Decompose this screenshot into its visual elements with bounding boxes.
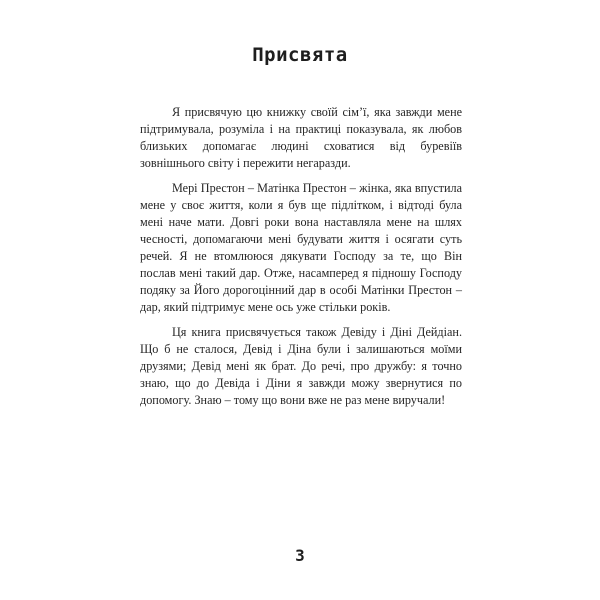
page-title: Присвята [252, 44, 348, 66]
dedication-text [140, 104, 462, 417]
page-number: 3 [295, 546, 305, 565]
paragraph-david-dina: Ця книга присвячується також Девіду і Діні Дейдіан. Що б не сталося, Девід і Діна були і залишаються моїми друзями; Девід мені як брат. До речі, про дружбу: я точно знаю, що до Девіда і Діни я завжди можу звернутися по допомогу. Знаю – тому що вони вже не раз мене виручали! [140, 325, 462, 407]
paragraph-family: Я присвячую цю книжку своїй сім’ї, яка завжди мене підтримувала, розуміла і на практиці показувала, як любов близьких допомагає людині сховатися від буревіїв зовнішнього світу і пережити негаразди. [140, 105, 462, 170]
paragraph-mary-preston: Мері Престон – Матінка Престон – жінка, яка впустила мене у своє життя, коли я був ще підлітком, і відтоді була мені наче мати. Довгі роки вона наставляла мене на шлях чесності, допомагаючи мені будувати життя і осягати суть речей. Я не втомлююся дякувати Господу за те, що Він послав мені такий дар. Отже, насамперед я підношу Господу подяку за Його дорогоцінний дар в особі Матінки Престон – дар, який підтримує мене ось уже стільки років. [140, 181, 462, 314]
